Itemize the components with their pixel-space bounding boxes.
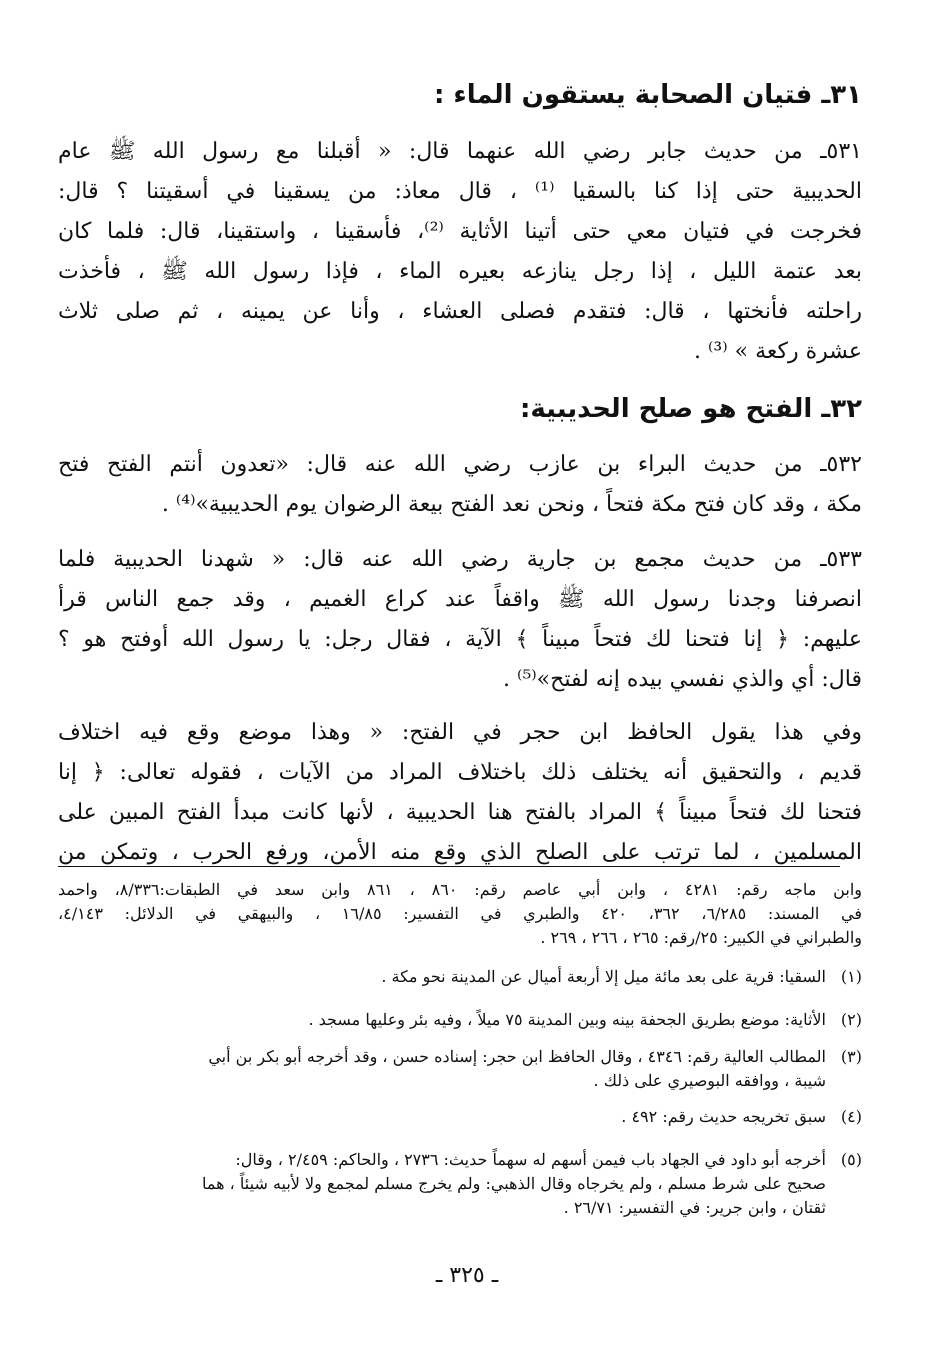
hadith-532-paragraph bbox=[58, 445, 862, 525]
footnote-number: (١) bbox=[840, 967, 862, 986]
footnote-text: أخرجه أبو داود في الجهاد باب فيمن أسهم له سهماً حديث: ٢٧٣٦ ، والحاكم: ٢/٤٥٩ ، وقال: bbox=[235, 1150, 826, 1169]
paragraph-line: مكة ، وقد كان فتح مكة فتحاً ، ونحن نعد الفتح بيعة الرضوان يوم الحديبية»⁽⁴⁾ . bbox=[161, 492, 862, 517]
footnote-number: (٣) bbox=[840, 1047, 862, 1066]
footnote-text: المطالب العالية رقم: ٤٣٤٦ ، وقال الحافظ ابن حجر: إسناده حسن ، وقد أخرجه أبو بكر بن أبي bbox=[208, 1047, 826, 1066]
footnote-line: صحيح على شرط مسلم ، ولم يخرجاه وقال الذهبي: ولم يخرج مسلم لمجمع ولا لأبيه شيئاً ، هما bbox=[202, 1174, 826, 1193]
footnote-text: السقيا: قرية على بعد مائة ميل إلا أربعة أميال عن المدينة نحو مكة . bbox=[381, 967, 826, 986]
footnote-line: في المسند: ٦/٢٨٥، ٣٦٢، ٤٢٠ والطبري في التفسير: ١٦/٨٥ ، والبيهقي في الدلائل: ٤/١٤٣، bbox=[58, 904, 862, 923]
paragraph-line: ٥٣٢ـ من حديث البراء بن عازب رضي الله عنه قال: «تعدون أنتم الفتح فتح bbox=[58, 452, 862, 477]
footnote-4 bbox=[58, 1105, 862, 1129]
paragraph-line: عليهم: ﴿ إنا فتحنا لك فتحاً مبيناً ﴾ الآية ، فقال رجل: يا رسول الله أوفتح هو ؟ bbox=[58, 627, 862, 652]
footnote-continuation bbox=[58, 878, 862, 950]
paragraph-line: قديم ، والتحقيق أنه يختلف ذلك باختلاف المراد من الآيات ، فقوله تعالى: ﴿ إنا bbox=[58, 760, 862, 785]
footnote-line: ثقتان ، وابن جرير: في التفسير: ٢٦/٧١ . bbox=[563, 1198, 826, 1217]
paragraph-line: انصرفنا وجدنا رسول الله ﷺ واقفاً عند كراع الغميم ، وقد جمع الناس قرأ bbox=[58, 587, 862, 612]
footnote-line: وابن ماجه رقم: ٤٢٨١ ، وابن أبي عاصم رقم: ٨٦٠ ، ٨٦١ وابن سعد في الطبقات:٨/٣٣٦، واحمد bbox=[58, 880, 862, 899]
paragraph-line: عشرة ركعة » ⁽³⁾ . bbox=[694, 339, 862, 364]
section-heading-31: ٣١ـ فتيان الصحابة يستقون الماء : bbox=[433, 80, 862, 110]
footnote-3 bbox=[58, 1045, 862, 1093]
footnote-text: الأثاية: موضع بطريق الجحفة بينه وبين المدينة ٧٥ ميلاً ، وفيه بئر وعليها مسجد . bbox=[308, 1010, 826, 1029]
paragraph-line: فخرجت في فتيان معي حتى أتينا الأثاية ⁽²⁾، فأسقينا ، واستقينا، قال: فلما كان bbox=[58, 219, 862, 244]
footnote-5 bbox=[58, 1148, 862, 1220]
footnote-number: (٢) bbox=[840, 1010, 862, 1029]
footnote-line bbox=[58, 1008, 862, 1032]
footnote-line: شيبة ، ووافقه البوصيري على ذلك . bbox=[593, 1071, 826, 1090]
footnote-separator-rule bbox=[58, 866, 840, 867]
footnote-number: (٥) bbox=[840, 1150, 862, 1169]
ibn-hajar-paragraph bbox=[58, 713, 862, 873]
paragraph-line: المسلمين ، لما ترتب على الصلح الذي وقع منه الأمن، ورفع الحرب ، وتمكن من bbox=[58, 840, 862, 865]
footnote-line bbox=[58, 1045, 862, 1069]
footnote-line bbox=[58, 965, 862, 989]
paragraph-line: فتحنا لك فتحاً مبيناً ﴾ المراد بالفتح هنا الحديبية ، لأنها كانت مبدأ الفتح المبين على bbox=[58, 800, 862, 825]
footnote-number: (٤) bbox=[840, 1107, 862, 1126]
paragraph-line: وفي هذا يقول الحافظ ابن حجر في الفتح: « وهذا موضع وقع فيه اختلاف bbox=[58, 720, 862, 745]
footnote-line bbox=[58, 1148, 862, 1172]
footnote-line bbox=[58, 1105, 862, 1129]
hadith-531-paragraph bbox=[58, 132, 862, 372]
paragraph-line: بعد عتمة الليل ، إذا رجل ينازعه بعيره الماء ، فإذا رسول الله ﷺ ، فأخذت bbox=[58, 259, 862, 284]
footnote-2 bbox=[58, 1008, 862, 1032]
footnote-line: والطبراني في الكبير: ٢٥/رقم: ٢٦٥ ، ٢٦٦ ، ٢٦٩ . bbox=[540, 928, 862, 947]
paragraph-line: راحلته فأنختها ، قال: فتقدم فصلى العشاء ، وأنا عن يمينه ، ثم صلى ثلاث bbox=[58, 299, 862, 324]
page-number: ـ ٣٢٥ ـ bbox=[435, 1263, 499, 1288]
paragraph-line: الحديبية حتى إذا كنا بالسقيا ⁽¹⁾ ، قال معاذ: من يسقينا في أسقيتنا ؟ قال: bbox=[58, 179, 862, 204]
paragraph-line: ٥٣١ـ من حديث جابر رضي الله عنهما قال: « أقبلنا مع رسول الله ﷺ عام bbox=[58, 139, 862, 164]
footnote-text: سبق تخريجه حديث رقم: ٤٩٢ . bbox=[621, 1107, 826, 1126]
footnote-1 bbox=[58, 965, 862, 989]
paragraph-line: قال: أي والذي نفسي بيده إنه لفتح»⁽⁵⁾ . bbox=[503, 667, 862, 692]
hadith-533-paragraph bbox=[58, 540, 862, 700]
section-heading-32: ٣٢ـ الفتح هو صلح الحديبية: bbox=[520, 394, 862, 424]
paragraph-line: ٥٣٣ـ من حديث مجمع بن جارية رضي الله عنه قال: « شهدنا الحديبية فلما bbox=[58, 547, 862, 572]
